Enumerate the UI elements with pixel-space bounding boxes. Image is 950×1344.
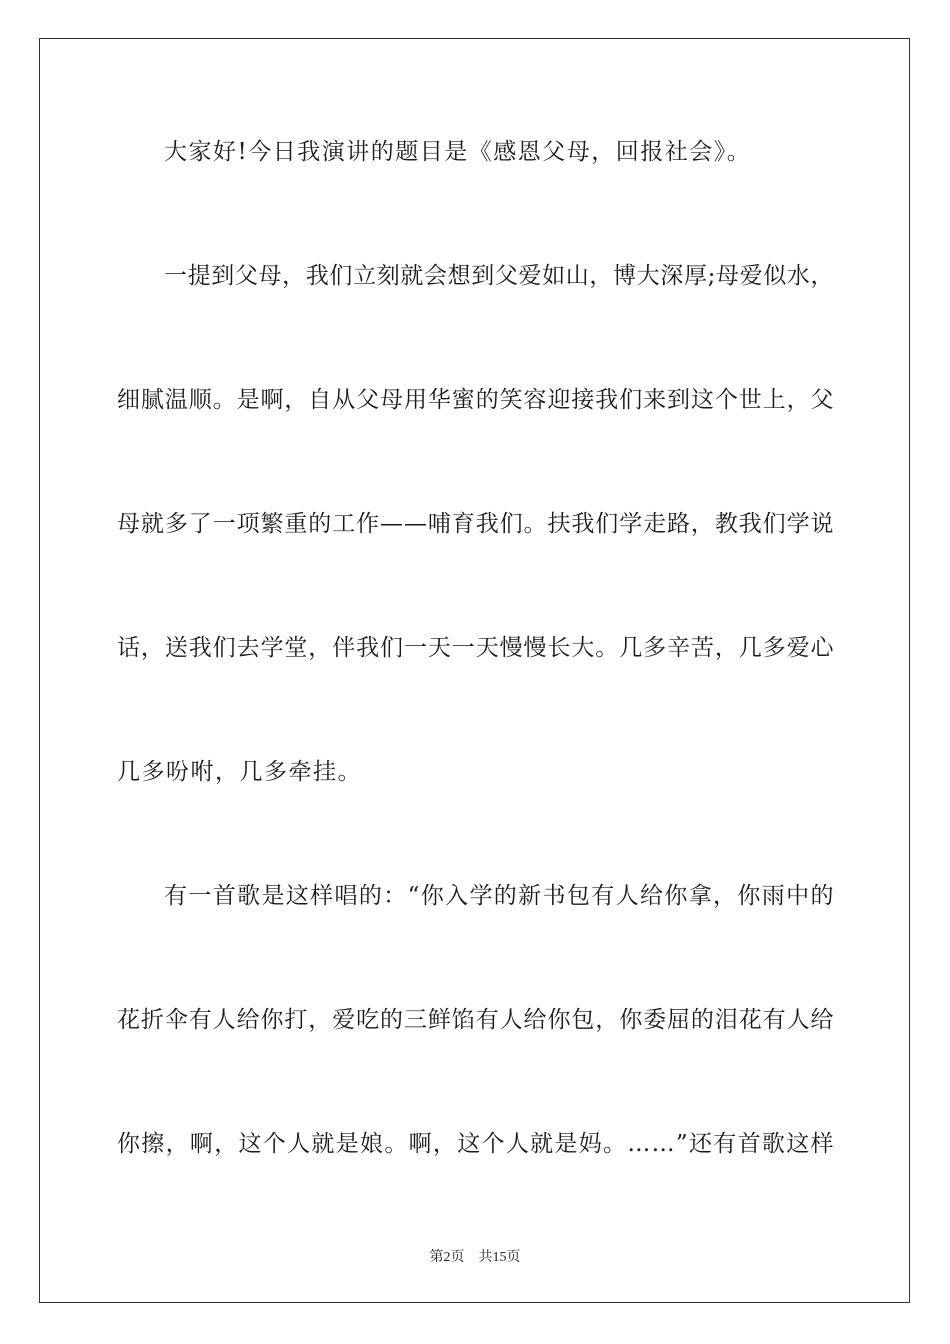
page-total: 共15页 [478,1250,521,1265]
line-text: 大家好!今日我演讲的题目是《感恩父母，回报社会》。 [164,139,752,165]
line-text: 有一首歌是这样唱的：“你入学的新书包有人给你拿，你雨中的 [164,883,835,909]
page-border [39,38,910,1303]
line-text: 花折伞有人给你打，爱吃的三鲜馅有人给你包，你委屈的泪花有人给 [117,1007,835,1033]
line-text: 话，送我们去学堂，伴我们一天一天慢慢长大。几多辛苦，几多爱心 [117,635,835,661]
line-text: 细腻温顺。是啊，自从父母用华蜜的笑容迎接我们来到这个世上，父 [117,387,835,413]
page-footer [0,1246,950,1266]
line-text: 母就多了一项繁重的工作——哺育我们。扶我们学走路，教我们学说 [117,511,835,537]
page-number: 第2页 [429,1250,465,1265]
line-text: 一提到父母，我们立刻就会想到父爱如山，博大深厚;母爱似水， [164,263,835,289]
line-text: 你擦，啊，这个人就是娘。啊，这个人就是妈。……”还有首歌这样 [117,1131,835,1157]
line-text: 几多吩咐，几多牵挂。 [117,759,362,785]
